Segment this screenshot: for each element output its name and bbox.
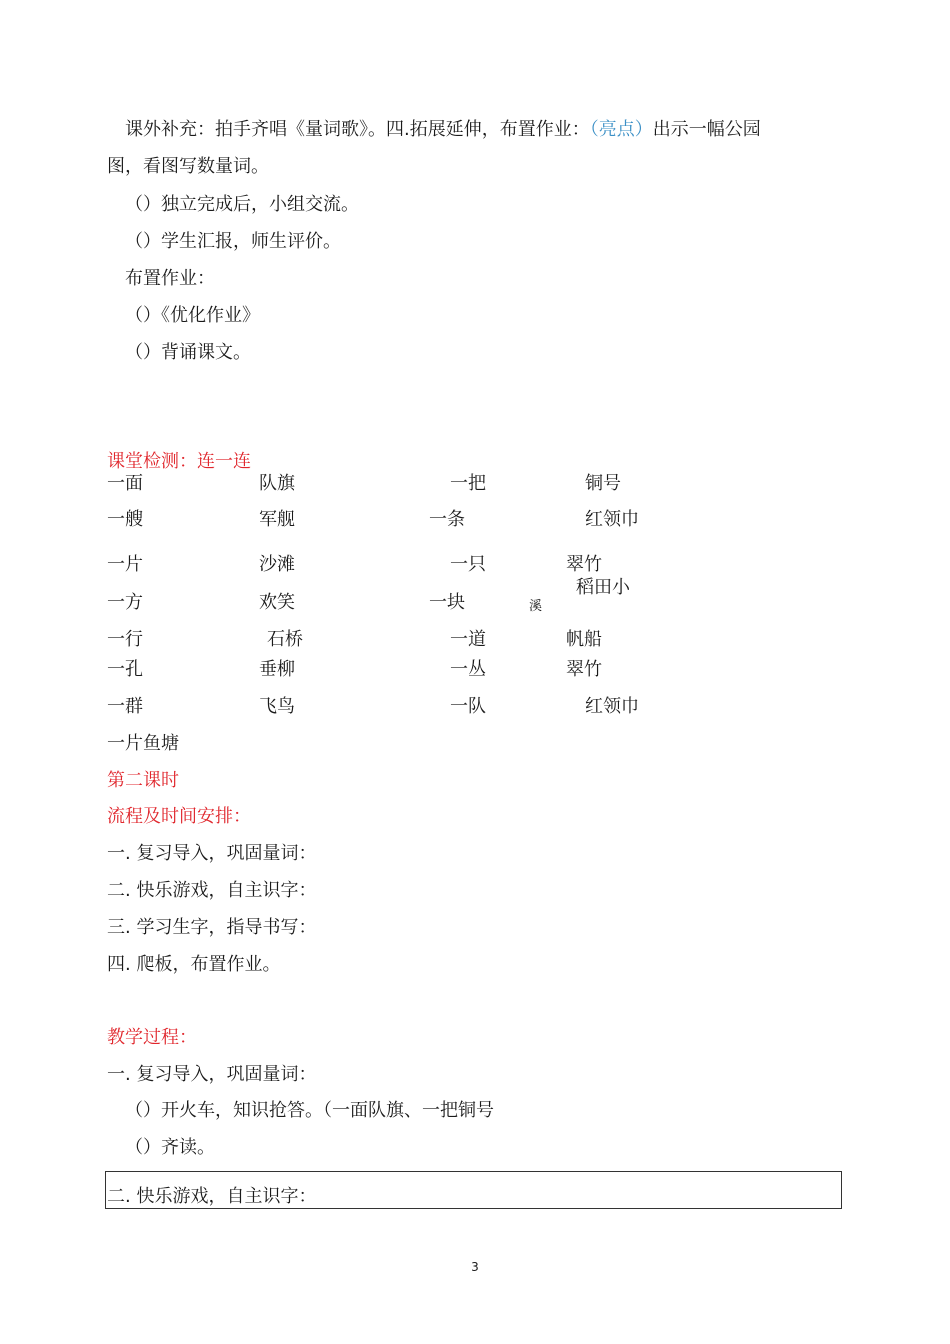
match-cell: 红领巾 [585, 509, 639, 530]
page-number: 3 [471, 1260, 479, 1274]
step-1: （）独立完成后，小组交流。 [125, 194, 359, 215]
match-last: 一片鱼塘 [107, 733, 179, 754]
match-cell: 一群 [107, 696, 143, 717]
match-cell: 翠竹 [566, 554, 602, 575]
match-cell: 沙滩 [259, 554, 295, 575]
match-cell: 帆船 [566, 629, 602, 650]
match-cell: 一片 [107, 554, 143, 575]
homework-item-1: （）《优化作业》 [125, 305, 260, 326]
match-cell: 红领巾 [585, 696, 639, 717]
lesson2-title: 第二课时 [107, 770, 179, 791]
match-cell: 一面 [107, 473, 143, 494]
homework-item-2: （）背诵课文。 [125, 342, 251, 363]
match-cell: 一孔 [107, 659, 143, 680]
match-cell: 欢笑 [259, 592, 295, 613]
match-cell: 一队 [450, 696, 486, 717]
match-cell: 一把 [450, 473, 486, 494]
match-cell: 一只 [450, 554, 486, 575]
match-cell: 翠竹 [566, 659, 602, 680]
match-cell: 队旗 [259, 473, 295, 494]
match-cell: 垂柳 [259, 659, 295, 680]
match-cell: 一行 [107, 629, 143, 650]
intro-line-1 [125, 121, 761, 139]
flow-item: 一. 复习导入，巩固量词： [107, 843, 317, 864]
step-2: （）学生汇报，师生评价。 [125, 231, 341, 252]
match-cell: 铜号 [585, 473, 621, 494]
process-step-2: 二. 快乐游戏，自主识字： [107, 1186, 317, 1207]
intro-line-2: 图，看图写数量词。 [107, 156, 269, 177]
intro-line-1-text-a: 课外补充：拍手齐唱《量词歌》。四.拓展延伸，布置作业： [125, 119, 590, 140]
flow-item: 三. 学习生字，指导书写： [107, 917, 317, 938]
match-cell: 一块 [429, 592, 465, 613]
match-cell: 稻田小 [576, 577, 630, 598]
highlight-label: （亮点） [589, 119, 653, 140]
flow-item: 四. 爬板，布置作业。 [107, 954, 281, 975]
match-cell-fragment: 溪 [529, 599, 543, 614]
process-step-1: 一. 复习导入，巩固量词： [107, 1064, 317, 1085]
process-title: 教学过程： [107, 1027, 197, 1048]
flow-item: 二. 快乐游戏，自主识字： [107, 880, 317, 901]
match-cell: 飞鸟 [259, 696, 295, 717]
check-title: 课堂检测：连一连 [107, 451, 251, 472]
match-cell: 一道 [450, 629, 486, 650]
flow-title: 流程及时间安排： [107, 806, 251, 827]
match-cell: 军舰 [259, 509, 295, 530]
match-cell: 石桥 [267, 629, 303, 650]
match-cell: 一丛 [450, 659, 486, 680]
intro-line-1-text-b: 出示一幅公园 [652, 119, 761, 140]
match-cell: 一艘 [107, 509, 143, 530]
match-cell: 一方 [107, 592, 143, 613]
process-step-1-b: （）齐读。 [125, 1137, 215, 1158]
match-cell: 一条 [429, 509, 465, 530]
process-step-1-a: （）开火车，知识抢答。（一面队旗、一把铜号 [125, 1100, 494, 1121]
homework-title: 布置作业： [125, 268, 215, 289]
